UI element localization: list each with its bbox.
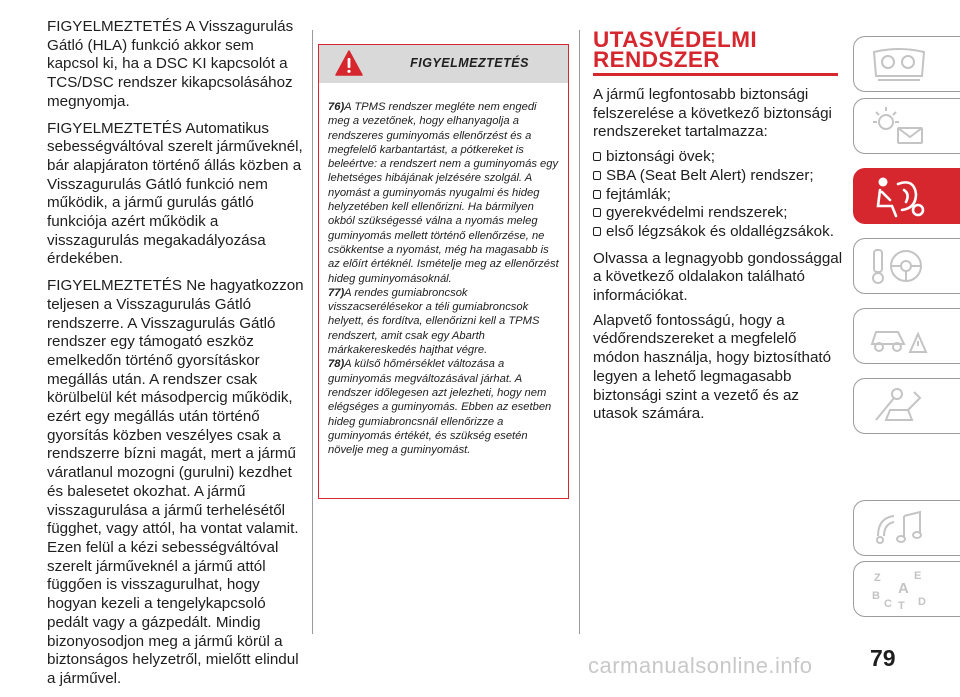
section-title-line: RENDSZER bbox=[593, 47, 720, 72]
warning-item-number: 78) bbox=[328, 358, 345, 371]
warning-body bbox=[328, 100, 560, 457]
warning-item-number: 77) bbox=[328, 286, 345, 299]
column-divider bbox=[579, 30, 580, 634]
checkbox-bullet-icon bbox=[593, 208, 601, 217]
car-breakdown-icon bbox=[868, 314, 930, 358]
section-title-line: UTASVÉDELMI bbox=[593, 27, 757, 52]
warning-item bbox=[328, 100, 560, 286]
list-item bbox=[593, 148, 843, 167]
warning-item-text: A rendes gumiabroncsok visszacserélésekor a téli gumiabroncsok helyett, és fordítva, ellenőrizni kell a TPMS rendszert, amit csak egy Abarth márkakereskedés hajthat végre. bbox=[328, 286, 540, 357]
chapter-tab-emergency[interactable] bbox=[853, 308, 960, 364]
warning-paragraph-automatic: FIGYELMEZTETÉS Automatikus sebességváltóval szerelt járműveknél, bár alapjáraton történő állás közben a Visszagurulás Gátló funkció nem működik, a jármű gurulás gátló funkciója azért működik a visszagurulás megakadályozása érdekében. bbox=[47, 119, 303, 268]
page-number: 79 bbox=[870, 645, 896, 671]
dashboard-icon bbox=[868, 42, 930, 86]
list-item-text: biztonsági övek; bbox=[606, 148, 715, 166]
checkbox-bullet-icon bbox=[593, 171, 601, 180]
warning-lights-icon bbox=[868, 104, 930, 148]
chapter-tab-dashboard[interactable] bbox=[853, 36, 960, 92]
list-item-text: gyerekvédelmi rendszerek; bbox=[606, 204, 788, 222]
intro-paragraph: A jármű legfontosabb biztonsági felszerelése a következő biztonsági rendszereket tartalmazza: bbox=[593, 86, 832, 141]
chapter-tab-index[interactable] bbox=[853, 561, 960, 617]
info-paragraph: Olvassa a legnagyobb gondossággal a következő oldalakon található információkat. bbox=[593, 249, 843, 305]
list-item-text: fejtámlák; bbox=[606, 185, 671, 203]
title-underline bbox=[593, 73, 838, 76]
index-letter: A bbox=[898, 580, 909, 597]
chapter-tab-safety[interactable] bbox=[853, 168, 960, 224]
chapter-tab-starting-driving[interactable] bbox=[853, 238, 960, 294]
checkbox-bullet-icon bbox=[593, 152, 601, 161]
index-letter: B bbox=[872, 590, 880, 602]
alphabetical-index-icon bbox=[868, 567, 930, 611]
warning-paragraph-rely: FIGYELMEZTETÉS Ne hagyatkozzon teljesen a Visszagurulás Gátló rendszerre. A Visszagurulás Gátló rendszer egy támogató eszköz emelkedőn történő gyorsításkor megállás után. A rendszer csak körülbelül két másodpercig működik, ezért egy megállás után történő gyorsítás közben veszélyes csak a rendszerre bízni magát, mert a jármű váratlanul mozogni (gurulni) kezdhet és balesetet okozhat. A jármű visszagurulása a jármű terhelésétől függhet, vagy attól, ha vontat valamit. Ezen felül a kézi sebességváltóval szerelt járműveknél a jármű attól függően is visszagurulhat, hogy hogyan kezeli a tengelykapcsoló pedált vagy a gázpedált. Mindig bizonyosodjon meg a jármű körül a biztonságos helyzetről, mielőtt elindul a járművel. bbox=[47, 277, 304, 687]
airbag-seat-icon bbox=[868, 174, 930, 218]
warning-header bbox=[319, 45, 568, 83]
left-column bbox=[47, 18, 305, 697]
list-item-text: első légzsákok és oldallégzsákok. bbox=[606, 222, 834, 240]
watermark: carmanualsonline.info bbox=[588, 653, 813, 678]
index-letter: Z bbox=[874, 572, 881, 584]
list-item-text: SBA (Seat Belt Alert) rendszer; bbox=[606, 166, 814, 184]
warning-paragraph-hla: FIGYELMEZTETÉS A Visszagurulás Gátló (HLA) funkció akkor sem kapcsol ki, ha a DSC KI kapcsolót a TCS/DSC rendszer kikapcsolásához megnyomja. bbox=[47, 18, 294, 110]
warning-item bbox=[328, 357, 560, 457]
index-letter: E bbox=[914, 570, 922, 582]
warning-item-text: A TPMS rendszer megléte nem engedi meg a vezetőnek, hogy elhanyagolja a rendszeres guminyomás ellenőrzést és a megfelelő karbantartást, a pótkereket is beleértve: a rendszert nem a guminyomás egy lehetséges hibájának jelzésére szolgál. A nyomást a guminyomás nyugalmi és hideg helyzetében kell ellenőrizni. Ha bármilyen okból szükségessé válna a nyomás meleg guminyomás mellett történő ellenőrzése, ne csökkentse a nyomást, még ha magasabb is az előírt értéknél. Ismételje meg az ellenőrzést hideg guminyomásoknál. bbox=[328, 101, 559, 285]
right-column bbox=[593, 27, 843, 430]
index-letter: C bbox=[884, 598, 892, 610]
tools-car-icon bbox=[868, 384, 930, 428]
key-steering-wheel-icon bbox=[868, 244, 930, 288]
chapter-tab-multimedia[interactable] bbox=[853, 500, 960, 556]
checkbox-bullet-icon bbox=[593, 190, 601, 199]
multimedia-icon bbox=[868, 506, 930, 550]
warning-box bbox=[318, 44, 569, 499]
chapter-tab-maintenance[interactable] bbox=[853, 378, 960, 434]
checkbox-bullet-icon bbox=[593, 227, 601, 236]
column-divider bbox=[312, 30, 313, 634]
list-item bbox=[593, 204, 843, 223]
list-item bbox=[593, 186, 843, 205]
index-letter: D bbox=[918, 596, 926, 608]
warning-item-number: 76) bbox=[328, 101, 345, 113]
info-paragraph: Alapvető fontosságú, hogy a védőrendszereket a megfelelő módon használja, hogy biztosítható legyen a lehető legmagasabb biztonsági szint a vezető és az utasok számára. bbox=[593, 311, 832, 423]
chapter-tab-warning-lights[interactable] bbox=[853, 98, 960, 154]
warning-item-text: A külső hőmérséklet változása a guminyomás megváltozásával járhat. A rendszer időlegesen azt jelezheti, hogy nem elégséges a guminyomás. Ebben az esetben hideg gumiabroncsnál ellenőrizze a guminyomás értékét, és szükség esetén növelje meg a guminyomást. bbox=[328, 358, 552, 457]
bullet-list bbox=[593, 148, 843, 242]
index-letter: T bbox=[898, 600, 905, 611]
warning-triangle-icon bbox=[335, 50, 363, 76]
list-item bbox=[593, 167, 843, 186]
warning-item bbox=[328, 286, 560, 357]
section-title bbox=[593, 27, 843, 72]
list-item bbox=[593, 223, 843, 242]
warning-title: FIGYELMEZTETÉS bbox=[410, 56, 529, 70]
